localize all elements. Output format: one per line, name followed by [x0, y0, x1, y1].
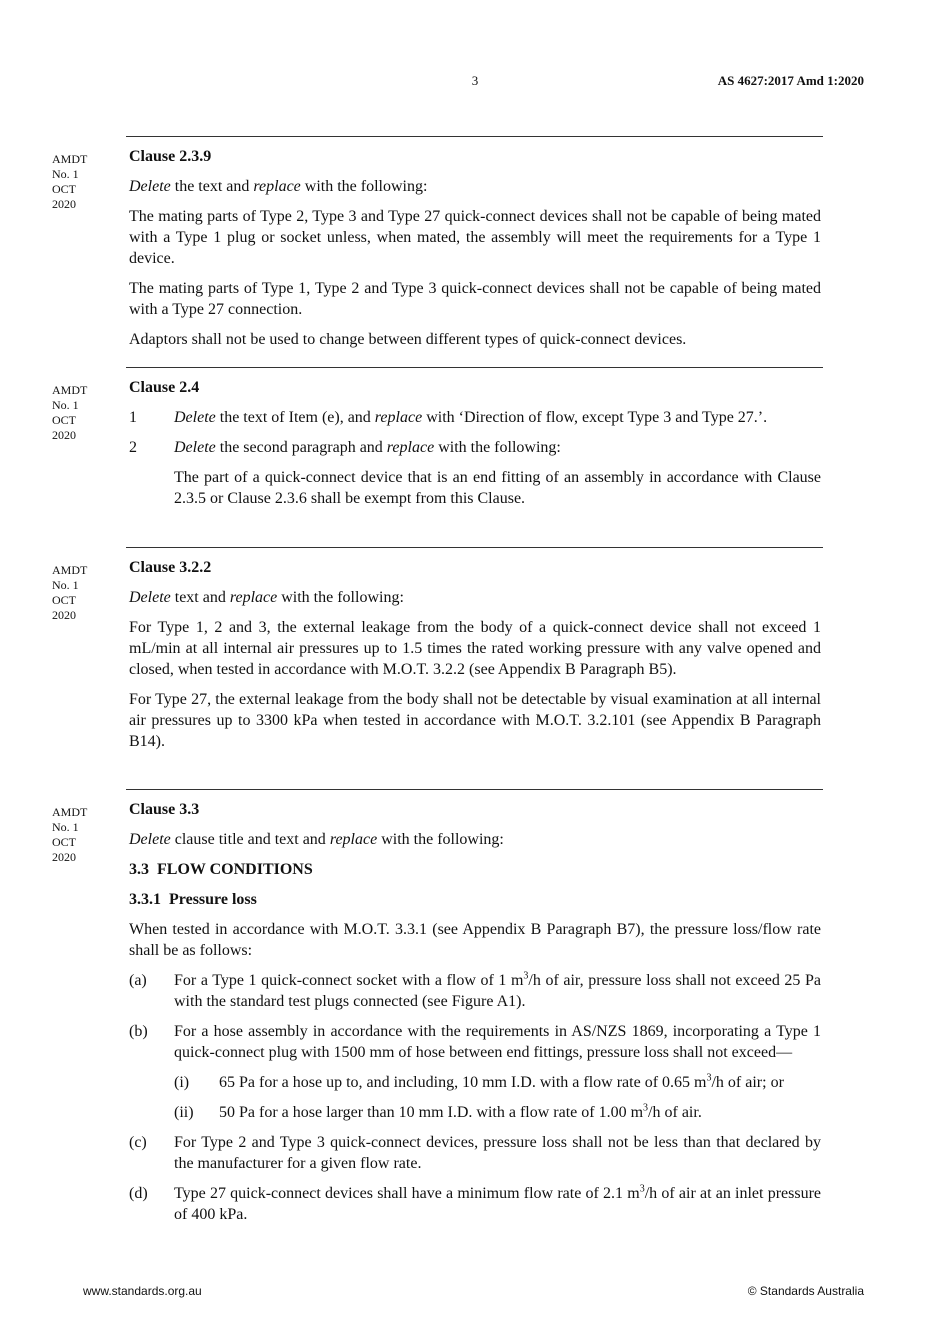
section-divider — [126, 789, 823, 790]
instruction-replace: replace — [374, 409, 423, 426]
instruction — [129, 176, 821, 197]
list-item-number: (b) — [129, 1023, 148, 1040]
section-heading: 3.3 FLOW CONDITIONS — [129, 861, 313, 878]
section-body — [129, 557, 821, 761]
list-item-text: For Type 2 and Type 3 quick-connect devices, pressure loss shall not be less than that declared by the manufacturer for a given flow rate. — [174, 1134, 821, 1172]
amendment-note-line: No. 1 — [52, 398, 79, 412]
instruction-delete: Delete — [174, 409, 216, 426]
paragraph: The part of a quick-connect device that is an end fitting of an assembly in accordance with Clause 2.3.5 or Clause 2.3.6 shall be exempt from this Clause. — [174, 469, 821, 507]
amendment-note-line: AMDT — [52, 383, 88, 397]
list-item-text: For a Type 1 quick-connect socket with a flow of 1 m — [174, 972, 524, 989]
list-item-text: Type 27 quick-connect devices shall have a minimum flow rate of 2.1 m — [174, 1185, 640, 1202]
list-item-text: /h of air, pressure loss shall not exceed 25 Pa with the standard test plugs connected (see Figure A1). — [174, 972, 821, 1010]
instruction-replace: replace — [386, 439, 435, 456]
paragraph: For Type 27, the external leakage from the body shall not be detectable by visual examination at all internal air pressures up to 3300 kPa when tested in accordance with M.O.T. 3.2.101 (see Appendix B Paragraph B14). — [129, 691, 821, 750]
section-body — [129, 799, 821, 1234]
amendment-note-line: OCT — [52, 413, 76, 427]
instruction-text: clause title and text and — [170, 831, 330, 848]
instruction-text: the text and — [170, 178, 254, 195]
list-item — [129, 437, 821, 458]
amendment-note-line: No. 1 — [52, 167, 79, 181]
paragraph: When tested in accordance with M.O.T. 3.3.1 (see Appendix B Paragraph B7), the pressure loss/flow rate shall be as follows: — [129, 921, 821, 959]
amendment-note-line: OCT — [52, 182, 76, 196]
sub-list-item — [174, 1072, 821, 1093]
section-divider — [126, 367, 823, 368]
instruction-replace: replace — [229, 589, 278, 606]
amendment-note — [52, 805, 112, 865]
list-item-text: /h of air; or — [711, 1074, 784, 1091]
superscript: 3 — [706, 1072, 712, 1084]
amendment-note-line: AMDT — [52, 805, 88, 819]
page-number: 3 — [471, 73, 479, 88]
list-item-number: (d) — [129, 1185, 148, 1202]
standard-designation: AS 4627:2017 Amd 1:2020 — [717, 73, 864, 88]
amendment-note — [52, 152, 112, 212]
amendment-note — [52, 383, 112, 443]
superscript: 3 — [639, 1183, 645, 1195]
list-item-number: (i) — [174, 1074, 190, 1091]
list-item-number: (ii) — [174, 1104, 194, 1121]
instruction — [129, 587, 821, 608]
paragraph: The mating parts of Type 1, Type 2 and Type 3 quick-connect devices shall not be capable of being mated with a Type 27 connection. — [129, 280, 821, 318]
section-divider — [126, 547, 823, 548]
paragraph: The mating parts of Type 2, Type 3 and Type 27 quick-connect devices shall not be capable of being mated with a Type 1 plug or socket unless, when mated, the assembly will meet the requirements for a Type 1 device. — [129, 208, 821, 267]
clause-title: Clause 2.4 — [129, 379, 200, 396]
list-item — [129, 1183, 821, 1225]
clause-title: Clause 3.3 — [129, 801, 200, 818]
list-item-number: (c) — [129, 1134, 147, 1151]
amendment-note-line: 2020 — [52, 428, 76, 442]
amendment-note-line: 2020 — [52, 197, 76, 211]
amendment-note-line: No. 1 — [52, 820, 79, 834]
amendment-note-line: AMDT — [52, 152, 88, 166]
list-item-number: 2 — [129, 439, 137, 456]
instruction-text: the second paragraph and — [215, 439, 387, 456]
footer-copyright: © Standards Australia — [747, 1284, 864, 1298]
list-item-text: /h of air. — [648, 1104, 702, 1121]
instruction-text: with the following: — [377, 831, 504, 848]
instruction-text: with the following: — [434, 439, 561, 456]
sub-list — [129, 1072, 821, 1123]
instruction-text: with the following: — [277, 589, 404, 606]
amendment-note — [52, 563, 112, 623]
section-divider — [126, 136, 823, 137]
amendment-note-line: OCT — [52, 835, 76, 849]
sub-list-item — [174, 1102, 821, 1123]
amendment-note-line: 2020 — [52, 850, 76, 864]
instruction-text: the text of Item (e), and — [215, 409, 375, 426]
list-item — [129, 1132, 821, 1174]
instruction-replace: replace — [329, 831, 378, 848]
instruction-text: with the following: — [300, 178, 428, 195]
paragraph: Adaptors shall not be used to change between different types of quick-connect devices. — [129, 331, 687, 348]
list-item-text: /h of air at an inlet pressure of 400 kPa. — [174, 1185, 822, 1223]
paragraph: For Type 1, 2 and 3, the external leakage from the body of a quick-connect device shall not exceed 1 mL/min at all internal air pressures up to 1.5 times the rated working pressure with any valve opened and closed, when tested in accordance with M.O.T. 3.2.2 (see Appendix B Paragraph B5). — [129, 619, 821, 678]
instruction-delete: Delete — [129, 178, 171, 195]
instruction — [129, 829, 821, 850]
list-item — [129, 407, 821, 428]
list-item-text: 65 Pa for a hose up to, and including, 10 mm I.D. with a flow rate of 0.65 m — [219, 1074, 707, 1091]
list-item-text: For a hose assembly in accordance with the requirements in AS/NZS 1869, incorporating a Type 1 quick-connect plug with 1500 mm of hose between end fittings, pressure loss shall not exceed— — [174, 1023, 821, 1061]
instruction-replace: replace — [253, 178, 301, 195]
subsection-heading: 3.3.1 Pressure loss — [129, 891, 257, 908]
superscript: 3 — [643, 1102, 649, 1114]
instruction-text: text and — [170, 589, 230, 606]
list-item — [129, 970, 821, 1012]
list-item-number: (a) — [129, 972, 147, 989]
amendment-note-line: 2020 — [52, 608, 76, 622]
superscript: 3 — [523, 970, 529, 982]
instruction-delete: Delete — [174, 439, 216, 456]
instruction-delete: Delete — [129, 589, 171, 606]
amendment-note-line: No. 1 — [52, 578, 79, 592]
instruction-text: with ‘Direction of flow, except Type 3 and Type 27.’. — [422, 409, 768, 426]
footer-website: www.standards.org.au — [83, 1284, 202, 1298]
amendment-note-line: OCT — [52, 593, 76, 607]
instruction-delete: Delete — [129, 831, 171, 848]
list-item — [129, 1021, 821, 1063]
list-item-text: 50 Pa for a hose larger than 10 mm I.D. with a flow rate of 1.00 m — [219, 1104, 644, 1121]
clause-title: Clause 3.2.2 — [129, 559, 212, 576]
section-body — [129, 377, 821, 518]
clause-title: Clause 2.3.9 — [129, 148, 212, 165]
list-item-number: 1 — [129, 409, 137, 426]
amendment-note-line: AMDT — [52, 563, 88, 577]
section-body — [129, 146, 821, 359]
